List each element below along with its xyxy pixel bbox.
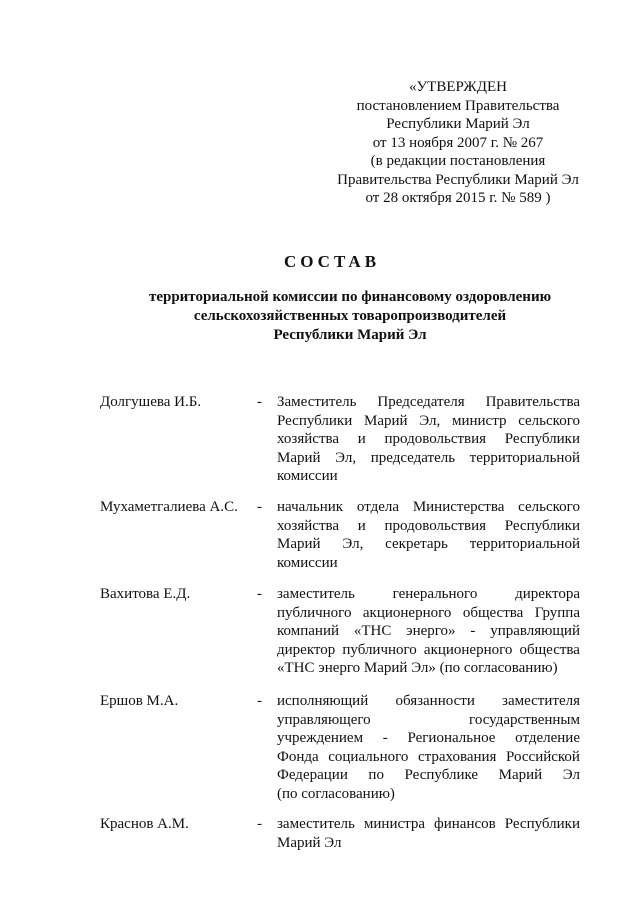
role-line: Фонда социального страхования Российской <box>277 748 580 765</box>
role-line: Марий Эл, секретарь территориальной <box>277 536 580 552</box>
member-role <box>277 498 580 572</box>
role-line: начальник отдела Министерства сельского <box>277 499 580 515</box>
member-dash: - <box>257 394 262 410</box>
member-name: Мухаметгалиева А.С. <box>100 499 238 515</box>
role-line: учреждением - Региональное отделение <box>277 730 580 746</box>
approval-line: постановлением Правительства <box>356 97 560 114</box>
subtitle-line: Республики Марий Эл <box>273 327 427 343</box>
member-name: Ершов М.А. <box>100 693 179 709</box>
role-line: хозяйства и продовольствия Республики <box>277 517 580 534</box>
role-line: Республики Марий Эл, министр сельского <box>277 412 580 429</box>
member-role <box>277 393 580 486</box>
role-line: Марий Эл <box>277 834 342 851</box>
role-line: исполняющий обязанности заместителя <box>277 693 580 709</box>
role-line: Марий Эл, председатель территориальной <box>277 449 580 466</box>
member-name: Долгушева И.Б. <box>100 394 202 410</box>
role-line: комиссии <box>277 554 338 571</box>
approval-line: «УТВЕРЖДЕН <box>409 79 507 95</box>
member-role <box>277 692 580 803</box>
role-line: комиссии <box>277 468 338 484</box>
role-line: Заместитель Председателя Правительства <box>277 394 580 410</box>
member-dash: - <box>257 693 262 709</box>
role-line: (по согласованию) <box>277 785 395 802</box>
member-dash: - <box>257 499 262 515</box>
role-line: компаний «ТНС энерго» - управляющий <box>277 623 580 639</box>
role-line: управляющего государственным <box>277 711 580 728</box>
member-role <box>277 585 580 678</box>
approval-stamp <box>318 78 598 208</box>
approval-line: (в редакции постановления <box>370 153 546 169</box>
subtitle-line: сельскохозяйственных товаропроизводителей <box>193 308 507 324</box>
member-dash: - <box>257 816 262 832</box>
role-line: заместитель министра финансов Республики <box>277 816 580 832</box>
role-line: хозяйства и продовольствия Республики <box>277 431 580 447</box>
document-title: СОСТАВ <box>283 252 381 271</box>
member-name: Краснов А.М. <box>100 816 189 832</box>
subtitle-line: территориальной комиссии по финансовому оздоровлению <box>148 289 552 305</box>
role-line: заместитель генерального директора <box>277 586 580 602</box>
role-line: директор публичного акционерного общества <box>277 641 580 658</box>
member-dash: - <box>257 586 262 602</box>
member-role <box>277 815 580 852</box>
approval-line: от 13 ноября 2007 г. № 267 <box>372 134 544 151</box>
role-line: «ТНС энерго Марий Эл» (по согласованию) <box>277 660 558 676</box>
approval-line: от 28 октября 2015 г. № 589 ) <box>365 190 551 206</box>
document-subtitle <box>100 288 600 345</box>
approval-line: Республики Марий Эл <box>386 116 530 132</box>
role-line: публичного акционерного общества Группа <box>277 604 580 621</box>
member-name: Вахитова Е.Д. <box>100 586 191 602</box>
role-line: Федерации по Республике Марий Эл <box>277 767 580 783</box>
approval-line: Правительства Республики Марий Эл <box>337 171 579 188</box>
